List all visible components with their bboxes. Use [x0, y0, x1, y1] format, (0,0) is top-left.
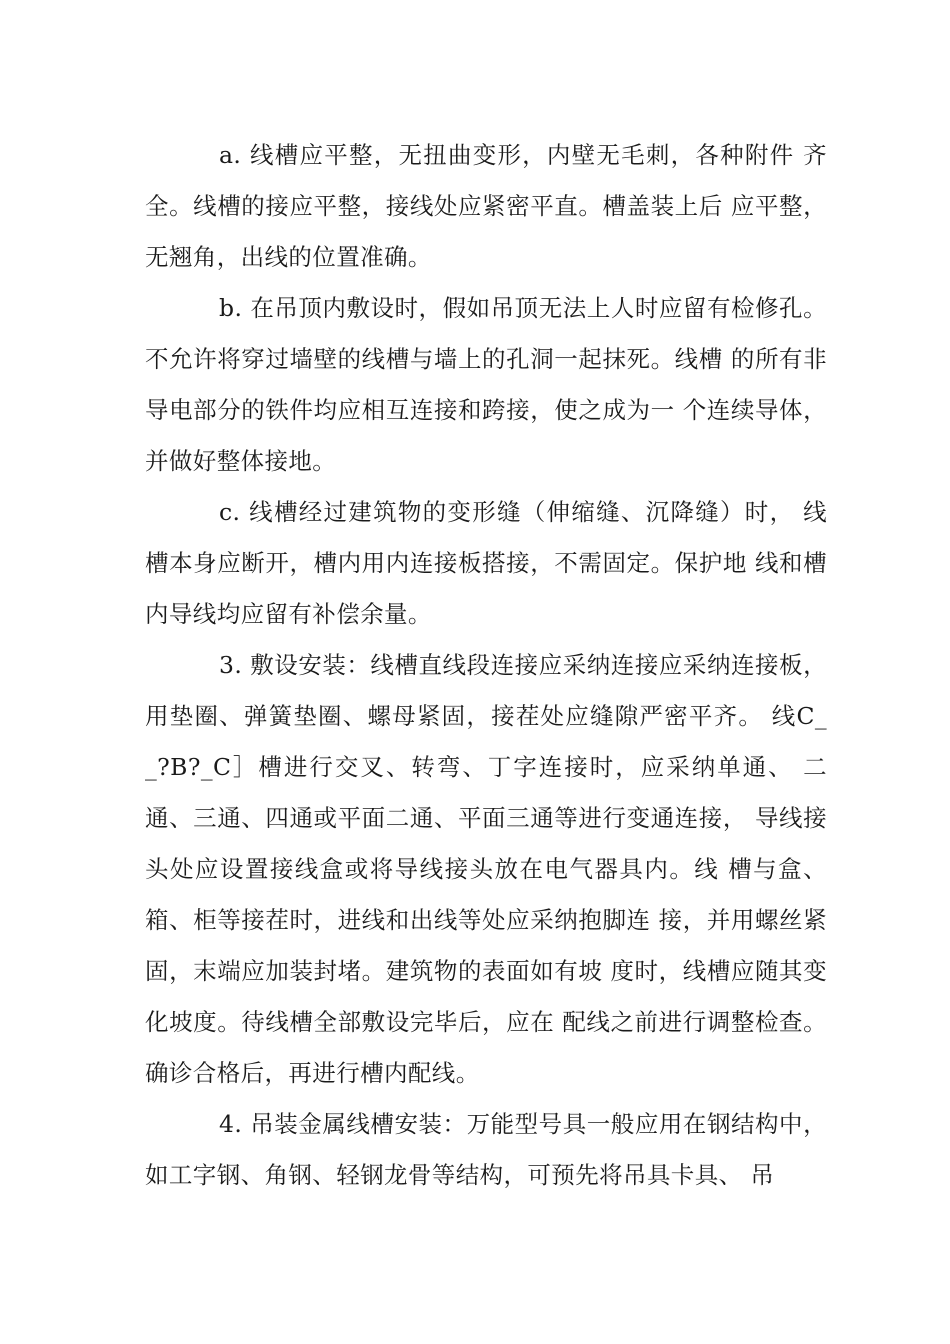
document-body — [145, 130, 827, 1201]
paragraph-a: a. 线槽应平整，无扭曲变形，内壁无毛刺，各种附件 齐全。线槽的接应平整，接线处应紧密平直。槽盖装上后 应平整，无翘角，出线的位置准确。 — [145, 141, 827, 271]
paragraph-c: c. 线槽经过建筑物的变形缝（伸缩缝、沉降缝）时， 线槽本身应断开，槽内用内连接板搭接，不需固定。保护地 线和槽内导线均应留有补偿余量。 — [145, 498, 827, 628]
paragraph-4-hanging-installation: 4. 吊装金属线槽安装：万能型号具一般应用在钢结构中，如工字钢、角钢、轻钢龙骨等结构，可预先将吊具卡具、 吊 — [145, 1110, 827, 1189]
paragraph-3-laying-installation: 3. 敷设安装：线槽直线段连接应采纳连接应采纳连接板，用垫圈、弹簧垫圈、螺母紧固，接茬处应缝隙严密平齐。 线C__?B?_C］槽进行交叉、转弯、丁字连接时，应采纳单通、 二通、三通、四通或平面二通、平面三通等进行变通连接， 导线接头处应设置接线盒或将导线接头放在电气器具内。线 槽与盒、箱、柜等接茬时，进线和出线等处应采纳抱脚连 接，并用螺丝紧固，末端应加装封堵。建筑物的表面如有坡 度时，线槽应随其变化坡度。待线槽全部敷设完毕后，应在 配线之前进行调整检查。确诊合格后，再进行槽内配线。 — [145, 651, 827, 1087]
paragraph-b: b. 在吊顶内敷设时，假如吊顶无法上人时应留有检修孔。不允许将穿过墙壁的线槽与墙上的孔洞一起抹死。线槽 的所有非导电部分的铁件均应相互连接和跨接，使之成为一 个连续导体，并做好整体接地。 — [145, 294, 827, 475]
